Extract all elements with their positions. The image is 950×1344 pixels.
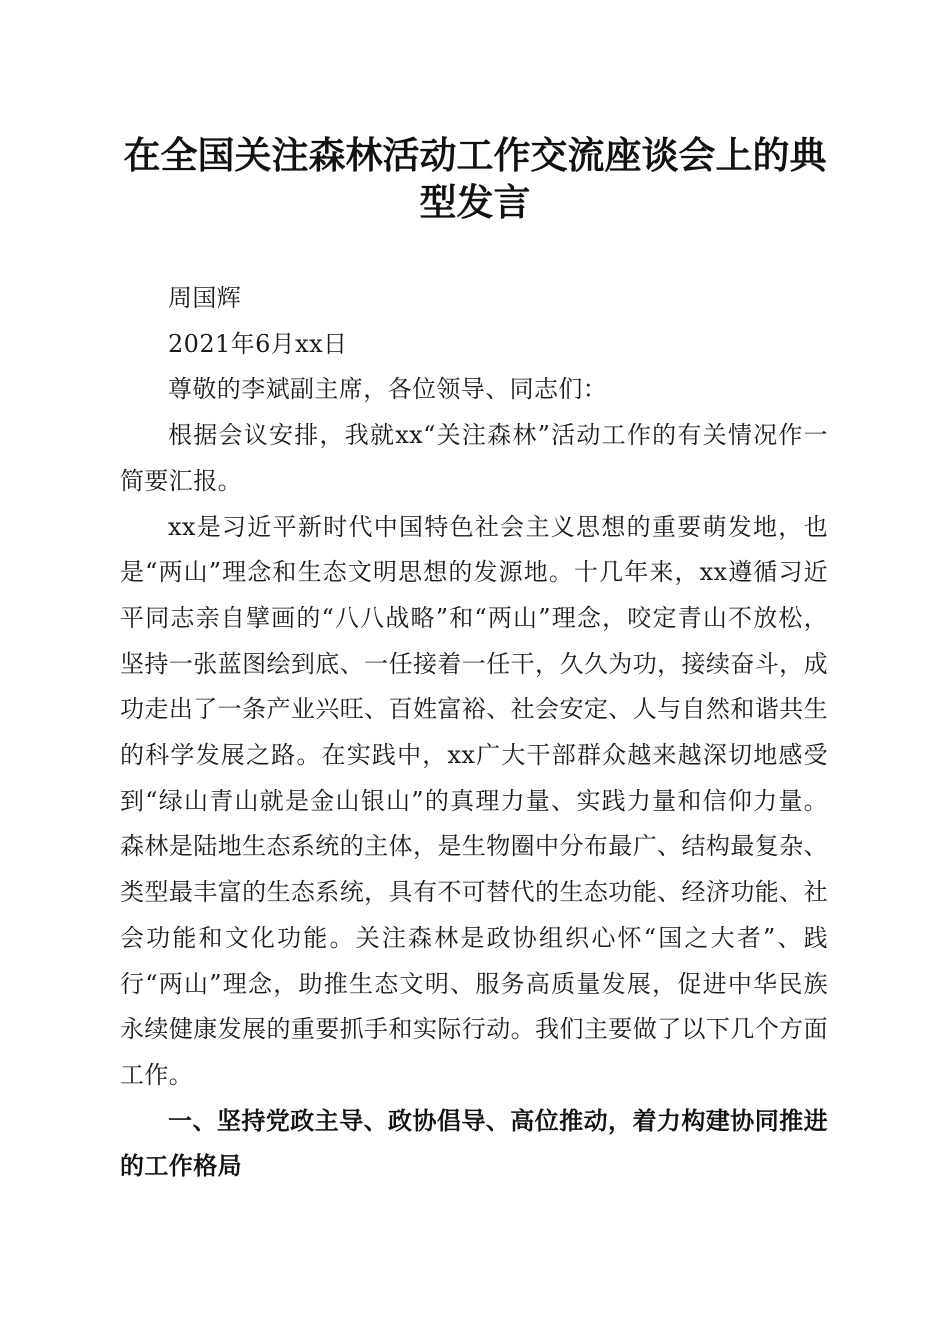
author-line: 周国辉 — [168, 284, 242, 312]
paragraph-main: xx是习近平新时代中国特色社会主义思想的重要萌发地，也是“两山”理念和生态文明思想的发源地。十几年来，xx遵循习近平同志亲自擘画的“八八战略”和“两山”理念，咬定青山不放松，坚持一张蓝图绘到底、一任接着一任干，久久为功，接续奋斗，成功走出了一条产业兴旺、百姓富裕、社会安定、人与自然和谐共生的科学发展之路。在实践中，xx广大干部群众越来越深切地感受到“绿山青山就是金山银山”的真理力量、实践力量和信仰力量。森林是陆地生态系统的主体，是生物圈中分布最广、结构最复杂、类型最丰富的生态系统，具有不可替代的生态功能、经济功能、社会功能和文化功能。关注森林是政协组织心怀“国之大者”、践行“两山”理念，助推生态文明、服务高质量发展，促进中华民族永续健康发展的重要抓手和实际行动。我们主要做了以下几个方面工作。 — [120, 512, 828, 1089]
document-body — [120, 276, 828, 1190]
salutation-line: 尊敬的李斌副主席，各位领导、同志们： — [168, 375, 608, 404]
paragraph-intro: 根据会议安排，我就xx“关注森林”活动工作的有关情况作一简要汇报。 — [120, 421, 828, 495]
document-title: 在全国关注森林活动工作交流座谈会上的典型发言 — [123, 133, 827, 224]
date-line: 2021年6月xx日 — [168, 329, 348, 358]
section-heading: 一、坚持党政主导、政协倡导、高位推动，着力构建协同推进的工作格局 — [120, 1106, 828, 1181]
